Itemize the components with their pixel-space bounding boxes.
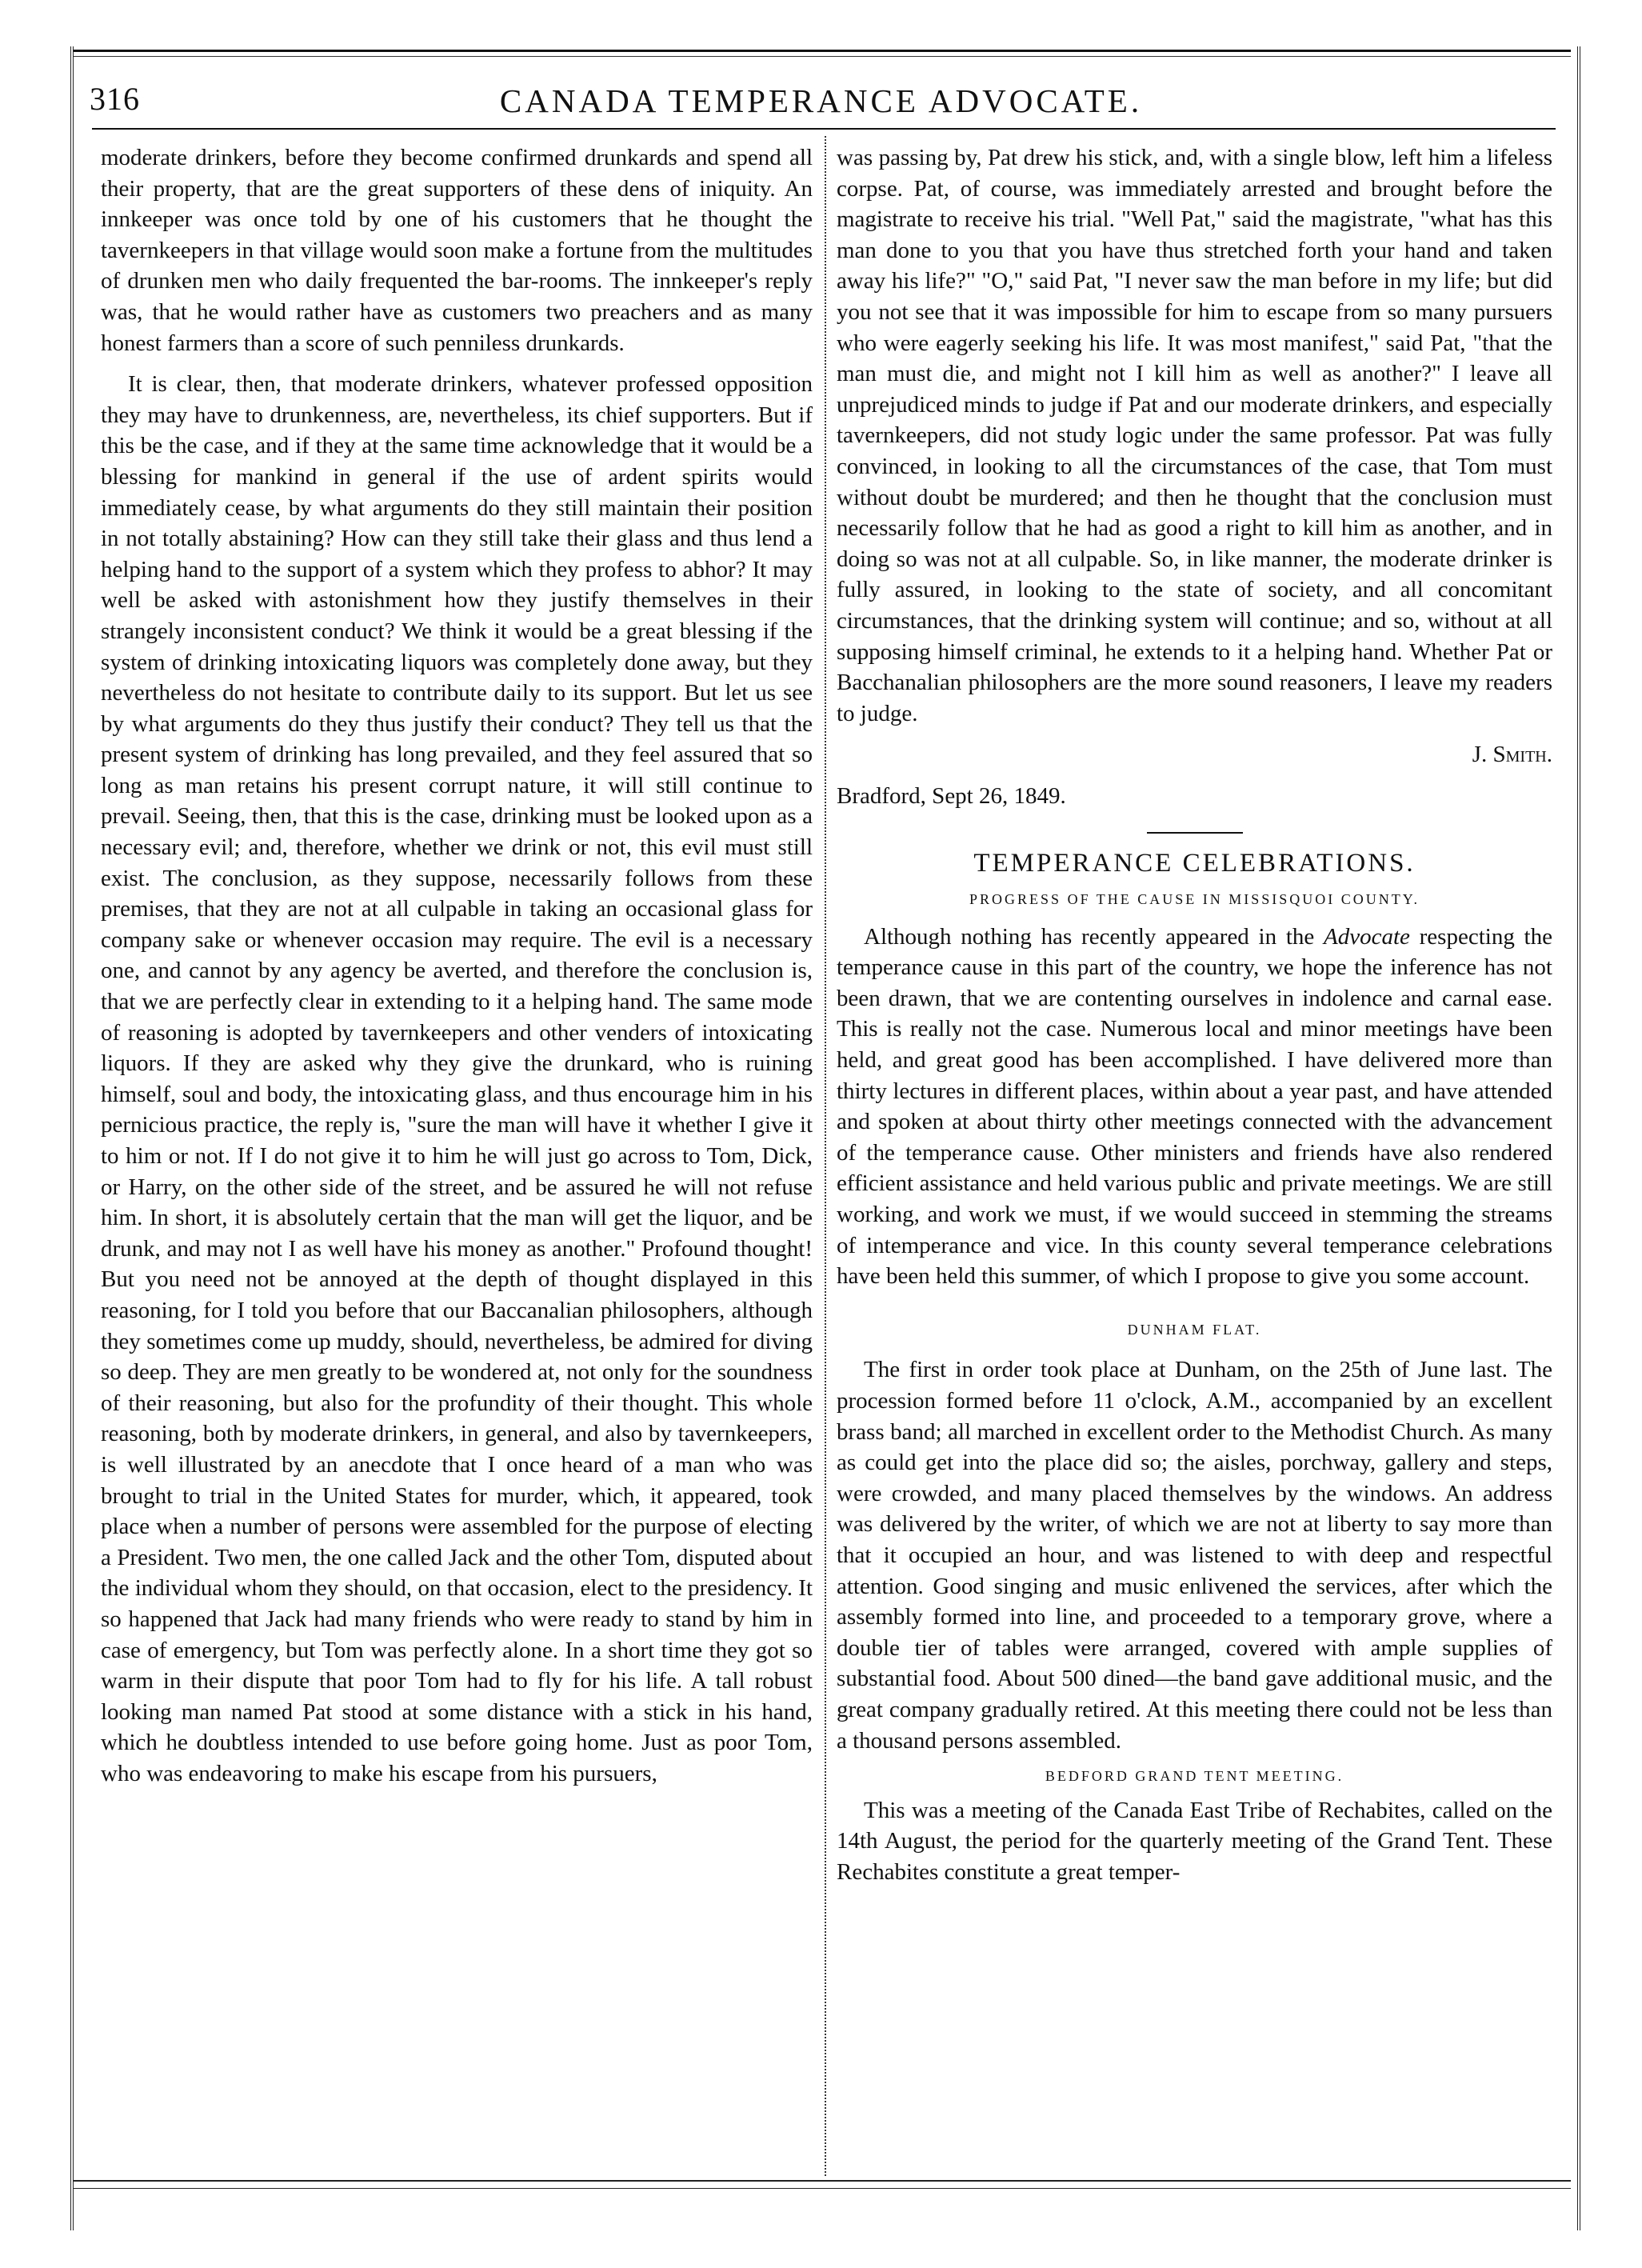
bottom-border-rule <box>74 2180 1571 2182</box>
left-column <box>101 142 813 1789</box>
right-paragraph-2 <box>837 922 1552 1292</box>
paragraph-2-rest: respecting the temperance cause in this part of the country, we hope the inference has not been drawn, that we are contenting ourselves in indolence and carnal ease. This is really not the case. Numerous local and minor meetings have been held, and great good has been accomplished. I have delivered more than thirty lectures in different places, within about a year past, and have attended and spoken at about thirty other meetings connected with the advancement of the temperance cause. Other ministers and friends have also rendered efficient assistance and held various public and private meetings. We are still working, and work we must, if we would succeed in stemming the streams of intemperance and vice. In this county several temperance celebrations have been held this summer, of which I propose to give you some account. <box>837 923 1552 1290</box>
advocate-italic: Advocate <box>1324 923 1410 950</box>
right-paragraph-1: was passing by, Pat drew his stick, and, with a single blow, left him a lifeless corpse. Pat, of course, was immediately arrested and brought before the magistrate to receive his trial. "Well Pat," said the magistrate, "what has this man done to you that you have thus stretched forth your hand and taken away his life?" "O," said Pat, "I never saw the man before in my life; but did you not see that it was impossible for him to escape from so many pursuers who were eagerly seeking his life. It was most manifest," said Pat, "that the man must die, and might not I kill him as well as another?" I leave all unprejudiced minds to judge if Pat and our moderate drinkers, and especially tavernkeepers, did not study logic under the same professor. Pat was fully convinced, in looking to all the circumstances of the case, that Tom must without doubt be murdered; and then he thought that the conclusion must necessarily follow that he had as good a right to kill him as another, and in doing so was not at all culpable. So, in like manner, the moderate drinker is fully assured, in looking to the state of society, and all concomitant circumstances, that the drinking system will continue; and so, without at all supposing himself criminal, he extends to it a helping hand. Whether Pat or Bacchanalian philosophers are the more sound reasoners, I leave my readers to judge. <box>837 145 1552 726</box>
subhead-dunham-flat: DUNHAM FLAT. <box>1127 1321 1262 1338</box>
subhead-bedford-grand-tent: BEDFORD GRAND TENT MEETING. <box>1045 1768 1344 1785</box>
right-paragraph-4: This was a meeting of the Canada East Tribe of Rechabites, called on the 14th August, the period for the quarterly meeting of the Grand Tent. These Rechabites constitute a great temper- <box>837 1797 1552 1885</box>
section-title: TEMPERANCE CELEBRATIONS. <box>973 849 1416 878</box>
section-subtitle: PROGRESS OF THE CAUSE IN MISSISQUOI COUNTY. <box>969 891 1420 908</box>
column-divider <box>825 136 826 2176</box>
right-column <box>837 142 1552 1887</box>
bottom-border-rule-thin <box>74 2188 1571 2189</box>
page-number: 316 <box>90 81 140 117</box>
paragraph-2-lead: Although nothing has recently appeared in the <box>864 923 1324 950</box>
dateline: Bradford, Sept 26, 1849. <box>837 782 1066 809</box>
header-rule <box>92 128 1556 130</box>
left-paragraph-2: It is clear, then, that moderate drinkers, whatever professed opposition they may have to drunkenness, are, nevertheless, its chief supporters. But if this be the case, and if they at the same time acknowledge that it would be a blessing for mankind in general if the use of ardent spirits would immediately cease, by what arguments do they still maintain their position in not totally abstaining? How can they still take their glass and thus lend a helping hand to the support of a system which they profess to abhor? It may well be asked with astonishment how they justify themselves in their strangely inconsistent conduct? We think it would be a great blessing if the system of drinking intoxicating liquors was completely done away, but they nevertheless do not hesitate to contribute daily to its support. But let us see by what arguments do they thus justify their conduct? They tell us that the present system of drinking has long prevailed, and they feel assured that so long as man retains his present corrupt nature, it will still continue to prevail. Seeing, then, that this is the case, drinking must be looked upon as a necessary evil; and, therefore, whether we drink or not, this evil must still exist. The conclusion, as they suppose, necessarily follows from these premises, that they are not at all culpable in taking an occasional glass for company sake or whenever occasion may require. The evil is a necessary one, and cannot by any agency be averted, and therefore the conclusion is, that we are perfectly clear in extending to it a helping hand. The same mode of reasoning is adopted by tavernkeepers and other venders of intoxicating liquors. If they are asked why they give the drunkard, who is ruining himself, soul and body, the intoxicating glass, and thus encourage him in his pernicious practice, the reply is, "sure the man will have it whether I give it to him or not. If I do not give it to him he will just go across to Tom, Dick, or Harry, on the other side of the street, and be assured he will not refuse him. In short, it is absolutely certain that the man will get the liquor, and be drunk, and may not I as well have his money as another." Profound thought! But you need not be annoyed at the depth of thought displayed in this reasoning, for I told you before that our Baccanalian philosophers, although they sometimes come up muddy, should, nevertheless, be admired for diving so deep. They are men greatly to be wondered at, not only for the soundness of their reasoning, but also for the profundity of their thought. This whole reasoning, both by moderate drinkers, in general, and also by tavernkeepers, is well illustrated by an anecdote that I once heard of a man who was brought to trial in the United States for murder, which, it appeared, took place when a number of persons were assembled for the purpose of electing a President. Two men, the one called Jack and the other Tom, disputed about the individual whom they should, on that occasion, elect to the presidency. It so happened that Jack had many friends who were ready to stand by him in case of emergency, but Tom was perfectly alone. In a short time they got so warm in their dispute that poor Tom had to fly for his life. A tall robust looking man named Pat stood at some distance with a stick in his hand, which he doubtless intended to use before going home. Just as poor Tom, who was endeavoring to make his escape from his pursuers, <box>101 371 813 1786</box>
section-separator <box>1147 832 1243 834</box>
right-paragraph-3: The first in order took place at Dunham, on the 25th of June last. The procession formed before 11 o'clock, A.M., accompanied by an excellent brass band; all marched in excellent order to the Methodist Church. As many as could get into the place did so; the aisles, porchway, gallery and steps, were crowded, and many placed themselves by the windows. An address was delivered by the writer, of which we are not at liberty to say more than that it occupied an hour, and was listened to with deep and respectful attention. Good singing and music enlivened the services, after which the assembly formed into line, and proceeded to a temporary grove, where a double tier of tables were arranged, covered with ample supplies of substantial food. About 500 dined—the band gave additional music, and the great company gradually retired. At this meeting there could not be less than a thousand persons assembled. <box>837 1357 1552 1754</box>
running-title: CANADA TEMPERANCE ADVOCATE. <box>499 82 1143 119</box>
author-signature: J. Smith. <box>1472 742 1552 768</box>
left-paragraph-1: moderate drinkers, before they become confirmed drunkards and spend all their property, that are the great supporters of these dens of iniquity. An innkeeper was once told by one of his customers that he thought the tavernkeepers in that village would soon make a fortune from the multitudes of drunken men who daily frequented the bar-rooms. The innkeeper's reply was, that he would rather have as customers two preachers and as many honest farmers than a score of such penniless drunkards. <box>101 145 813 356</box>
